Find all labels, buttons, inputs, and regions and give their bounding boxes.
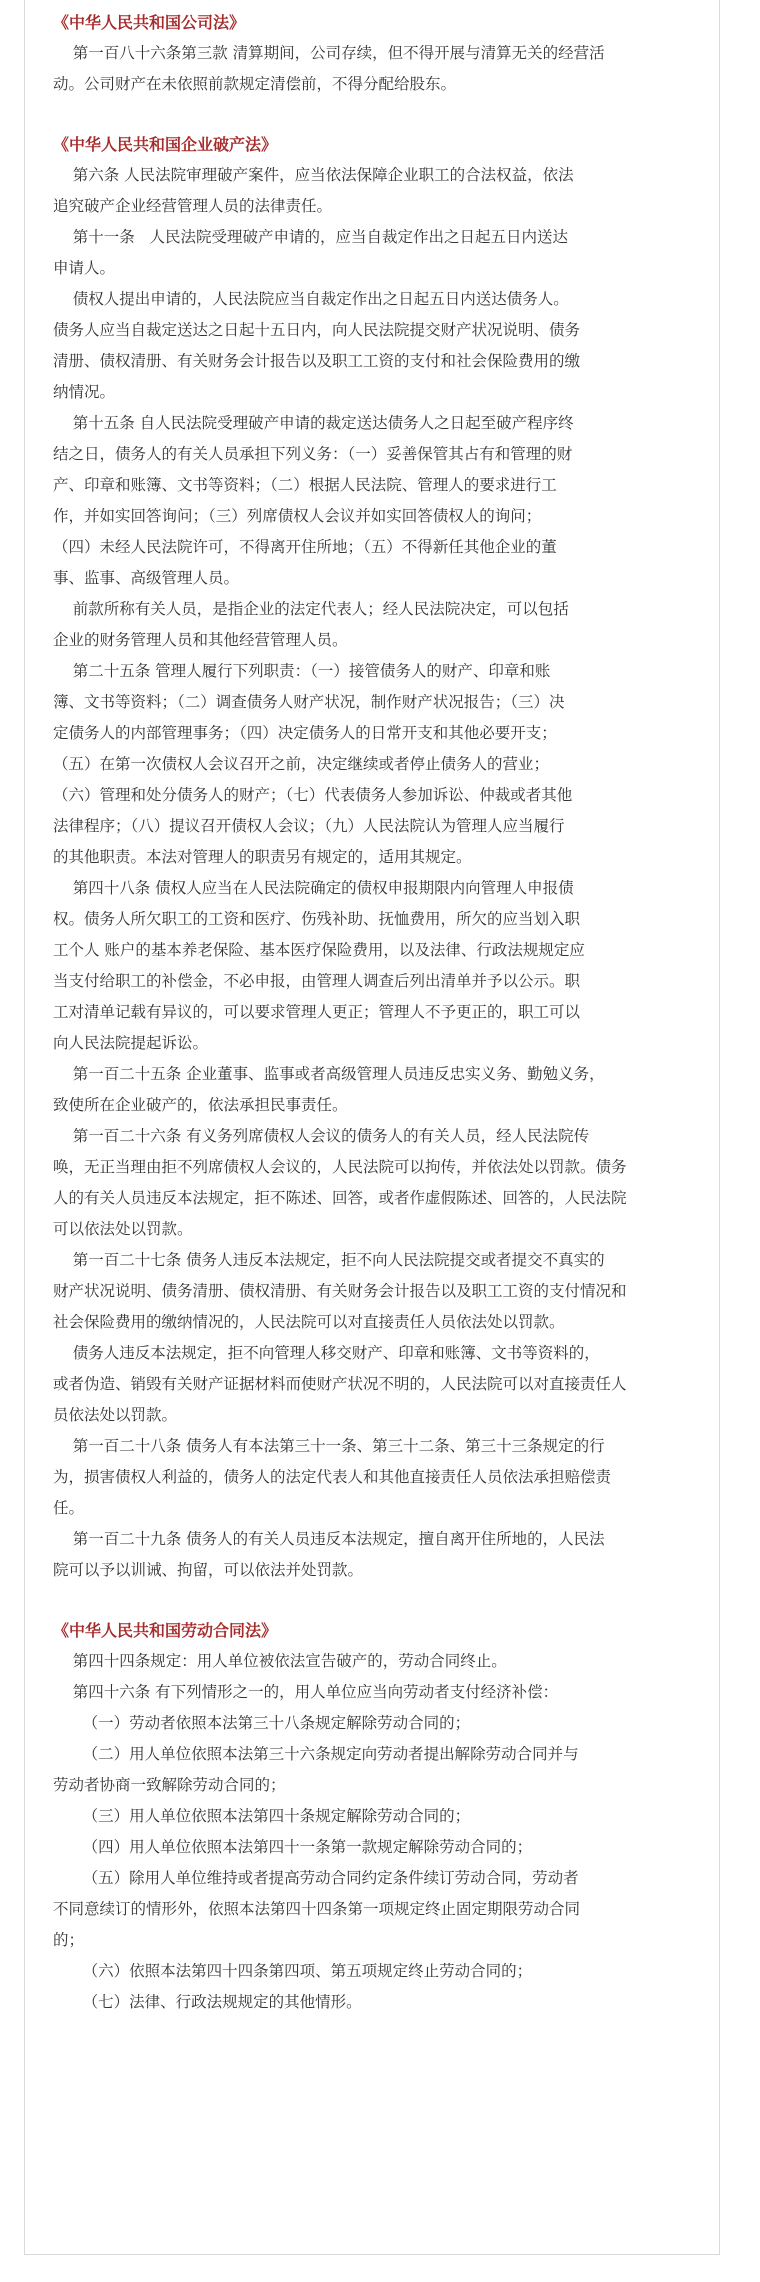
article-paragraph: 第十一条 人民法院受理破产申请的，应当自裁定作出之日起五日内送达 申请人。 [53, 228, 569, 277]
article-paragraph: 第一百二十七条 债务人违反本法规定，拒不向人民法院提交或者提交不真实的 财产状况说明、债务清册、债权清册、有关财务会计报告以及职工工资的支付情况和 社会保险费用的缴纳情况的，人民法院可以对直接责任人员依法处以罚款。 [53, 1251, 627, 1331]
article-paragraph: 第四十八条 债权人应当在人民法院确定的债权申报期限内向管理人申报债 权。债务人所欠职工的工资和医疗、伤残补助、抚恤费用，所欠的应当划入职 工个人 账户的基本养老保险、基本医疗保险费用，以及法律、行政法规规定应 当支付给职工的补偿金，不必申报，由管理人调查后列出清单并予以公示。职 工对清单记载有异议的，可以要求管理人更正；管理人不予更正的，职工可以 向人民法院提起诉讼。 [53, 879, 585, 1052]
article-paragraph: 前款所称有关人员，是指企业的法定代表人；经人民法院决定，可以包括 企业的财务管理人员和其他经营管理人员。 [53, 600, 569, 649]
article-paragraph: 第十五条 自人民法院受理破产申请的裁定送达债务人之日起至破产程序终 结之日，债务人的有关人员承担下列义务：（一）妥善保管其占有和管理的财 产、印章和账簿、文书等资料；（二）根据人民法院、管理人的要求进行工 作，并如实回答询问；（三）列席债权人会议并如实回答债权人的询问； （四）未经人民法院许可，不得离开住所地；（五）不得新任其他企业的董 事、监事、高级管理人员。 [53, 414, 574, 587]
section-title: 《中华人民共和国公司法》 [53, 13, 246, 32]
list-item: （六）依照本法第四十四条第四项、第五项规定终止劳动合同的； [53, 1962, 533, 1980]
section-title: 《中华人民共和国劳动合同法》 [53, 1621, 278, 1640]
list-item: （五）除用人单位维持或者提高劳动合同约定条件续订劳动合同，劳动者 不同意续订的情形外，依照本法第四十四条第一项规定终止固定期限劳动合同 的； [53, 1869, 581, 1949]
article-paragraph: 债权人提出申请的，人民法院应当自裁定作出之日起五日内送达债务人。 债务人应当自裁定送达之日起十五日内，向人民法院提交财产状况说明、债务 清册、债权清册、有关财务会计报告以及职工工资的支付和社会保险费用的缴 纳情况。 [53, 290, 581, 401]
list-item: （三）用人单位依照本法第四十条规定解除劳动合同的； [53, 1807, 471, 1825]
list-item: （七）法律、行政法规规定的其他情形。 [53, 1993, 362, 2011]
list-item: （二）用人单位依照本法第三十六条规定向劳动者提出解除劳动合同并与 劳动者协商一致解除劳动合同的； [53, 1745, 579, 1794]
document-panel [24, 0, 720, 2255]
article-paragraph: 第一百二十八条 债务人有本法第三十一条、第三十二条、第三十三条规定的行 为，损害债权人利益的，债务人的法定代表人和其他直接责任人员依法承担赔偿责 任。 [53, 1437, 612, 1517]
section-labor-contract-law [53, 1616, 705, 2018]
list-item: （四）用人单位依照本法第四十一条第一款规定解除劳动合同的； [53, 1838, 533, 1856]
section-company-law [53, 8, 705, 100]
article-paragraph: 第一百八十六条第三款 清算期间，公司存续，但不得开展与清算无关的经营活 动。公司财产在未依照前款规定清偿前，不得分配给股东。 [53, 44, 605, 93]
article-paragraph: 第六条 人民法院审理破产案件，应当依法保障企业职工的合法权益，依法 追究破产企业经营管理人员的法律责任。 [53, 166, 574, 215]
article-paragraph: 第一百二十五条 企业董事、监事或者高级管理人员违反忠实义务、勤勉义务， 致使所在企业破产的，依法承担民事责任。 [53, 1065, 605, 1114]
section-bankruptcy-law [53, 130, 705, 1586]
article-paragraph: 第一百二十六条 有义务列席债权人会议的债务人的有关人员，经人民法院传 唤，无正当理由拒不列席债权人会议的，人民法院可以拘传，并依法处以罚款。债务 人的有关人员违反本法规定，拒不陈述、回答，或者作虚假陈述、回答的，人民法院 可以依法处以罚款。 [53, 1127, 627, 1238]
section-title: 《中华人民共和国企业破产法》 [53, 135, 278, 154]
article-paragraph: 债务人违反本法规定，拒不向管理人移交财产、印章和账簿、文书等资料的， 或者伪造、销毁有关财产证据材料而使财产状况不明的，人民法院可以对直接责任人 员依法处以罚款。 [53, 1344, 627, 1424]
article-paragraph: 第二十五条 管理人履行下列职责：（一）接管债务人的财产、印章和账 簿、文书等资料；（二）调查债务人财产状况，制作财产状况报告；（三）决 定债务人的内部管理事务；（四）决定债务人的日常开支和其他必要开支； （五）在第一次债权人会议召开之前，决定继续或者停止债务人的营业； （六）管理和处分债务人的财产；（七）代表债务人参加诉讼、仲裁或者其他 法律程序；（八）提议召开债权人会议；（九）人民法院认为管理人应当履行 的其他职责。本法对管理人的职责另有规定的，适用其规定。 [53, 662, 573, 866]
article-paragraph: 第四十四条规定：用人单位被依法宣告破产的，劳动合同终止。 [53, 1652, 507, 1670]
list-item: （一）劳动者依照本法第三十八条规定解除劳动合同的； [53, 1714, 471, 1732]
article-paragraph: 第一百二十九条 债务人的有关人员违反本法规定，擅自离开住所地的，人民法 院可以予以训诫、拘留，可以依法并处罚款。 [53, 1530, 605, 1579]
article-paragraph: 第四十六条 有下列情形之一的，用人单位应当向劳动者支付经济补偿： [53, 1683, 559, 1701]
document-content [53, 8, 705, 2018]
